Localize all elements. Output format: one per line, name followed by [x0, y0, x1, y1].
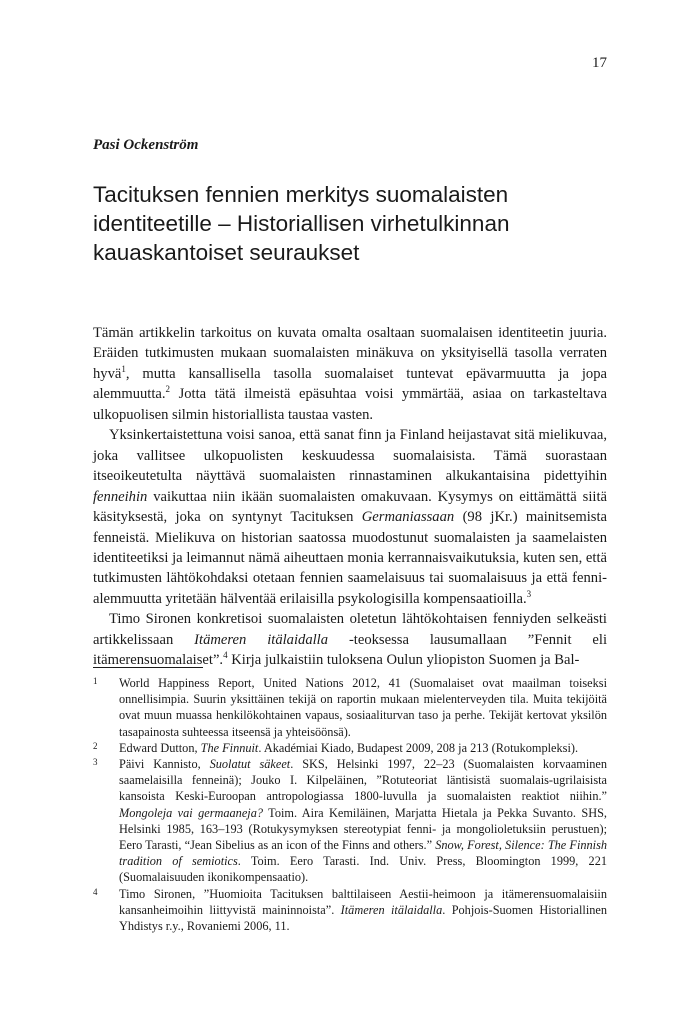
footnote-ref-4[interactable]: 4 — [223, 650, 228, 661]
paragraph-2: Yksinkertaistettuna voisi sanoa, että sanat finn ja Finland heijastavat sitä mielikuvaa, joka vallitsee ulkopuolisten keskuudessa suomalaisista. Tämä suorastaan itseoikeutetulta näyttävä suomalaisten rinnastaminen alkukantaisina pidettyihin fenneihin vaikuttaa niin ikään suomalaisten omakuvaan. Kysymys on eittämättä siitä käsityksestä, joka on syntynyt Tacituksen Germaniassaan (98 jKr.) mainitsemista fenneistä. Mielikuva on historian saatossa muodostunut suomalaisten ja saamelaisten identiteetiksi ja leimannut nämä aiheuttaen monia kerrannaisvaikutuksia, kuten sen, että tutkimusten lähtökohdaksi otetaan fennien saamelaisuus tai suomalaisuus ja että fenni-alemmuutta yritetään hälventää erilaisilla psykologisilla kompensaatioilla.$^3$ — [93, 427, 607, 607]
footnotes — [93, 675, 607, 934]
footnote-number: 4 — [93, 886, 98, 897]
footnote-ref-3[interactable]: 3 — [526, 589, 532, 600]
footnote-4: 4 Timo Sironen, ”Huomioita Tacituksen balttilaiseen Aestii-heimoon ja itämerensuomalaisiin kansanheimoihin liittyvistä maininnoista”. Itämeren itälaidalla. Pohjois-Suomen Historiallinen Yhdistys r.y., Rovaniemi 2006, 11. — [93, 886, 607, 935]
footnote-1: 1 World Happiness Report, United Nations 2012, 41 (Suomalaiset ovat maailman toiseksi onnellisimpia. Suurin yksittäinen tekijä on raportin mukaan mielenterveyden tila. Muita tekijöitä ovat muun muassa henkilökohtainen vapaus, sosiaaliturvan taso ja perhe. Tekijät kertovat yksilön tasapainosta suhteessa itseensä ja yhteisöönsä). — [93, 675, 607, 740]
footnote-number: 1 — [93, 676, 98, 686]
footnote-3: 3 Päivi Kannisto, Suolatut säkeet. SKS, Helsinki 1997, 22–23 (Suomalaisten korvaaminen saamelaisilla fenneinä); Jouko I. Kilpeläinen, ”Rotuteoriat läntisistä suomalais-ugrilaisista kansoista Keski-Euroopan antropologiassa 1800-luvulla ja suomalaisten reaktiot niihin.” Mongoleja vai germaaneja? Toim. Aira Kemiläinen, Marjatta Hietala ja Pekka Suvanto. SHS, Helsinki 1985, 163–193 (Rotukysymyksen stereotypiat fenni- ja mongolioletuksiin perustuen); Eero Tarasti, “Jean Sibelius as an icon of the Finns and others.” Snow, Forest, Silence: The Finnish tradition of semiotics. Toim. Eero Tarasti. Ind. Univ. Press, Bloomington 1999, 221 (Suomalaisuuden ikonikompensaatio). — [93, 756, 607, 886]
footnote-number: 3 — [93, 757, 98, 768]
footnote-2: 2 Edward Dutton, The Finnuit. Akadémiai Kiado, Budapest 2009, 208 ja 213 (Rotukompleksi). — [93, 740, 607, 756]
footnote-number: 2 — [93, 740, 98, 751]
page-number: 17 — [592, 55, 607, 71]
author-name: Pasi Ockenström — [93, 137, 199, 153]
paragraph-3: Timo Sironen konkretisoi suomalaisten oletetun lähtökohtaisen fenniyden selkeästi artikkelissaan Itämeren itälaidalla -teoksessa lausumallaan ”Fennit eli itämerensuomalaiset”.$^4$ Kirja julkaistiin tuloksena Oulun yliopiston Suomen ja Bal- — [93, 611, 608, 669]
paragraph-1: Tämän artikkelin tarkoitus on kuvata omalta osaltaan suomalaisen identiteetin juuria. Eräiden tutkimusten mukaan suomalaisten minäkuva on yksityisellä tasolla verraten hyvä$^1$, mutta kansallisella tasolla suomalaiset tuntevat epävarmuutta ja jopa alemmuutta.$^2$ Jotta tätä ilmeistä epäsuhtaa voisi ymmärtää, asiaa on tarkasteltava ulkopuolisen silmin historiallista taustaa vasten. — [93, 325, 607, 423]
footnote-ref-1[interactable]: 1 — [121, 364, 126, 375]
footnote-separator — [93, 667, 203, 668]
footnote-ref-2[interactable]: 2 — [165, 384, 171, 395]
article-body — [93, 323, 607, 671]
article-title: Tacituksen fennien merkitys suomalaisten identiteetille – Historiallisen virhetulkinnan kauaskantoiset seuraukset — [93, 182, 510, 265]
